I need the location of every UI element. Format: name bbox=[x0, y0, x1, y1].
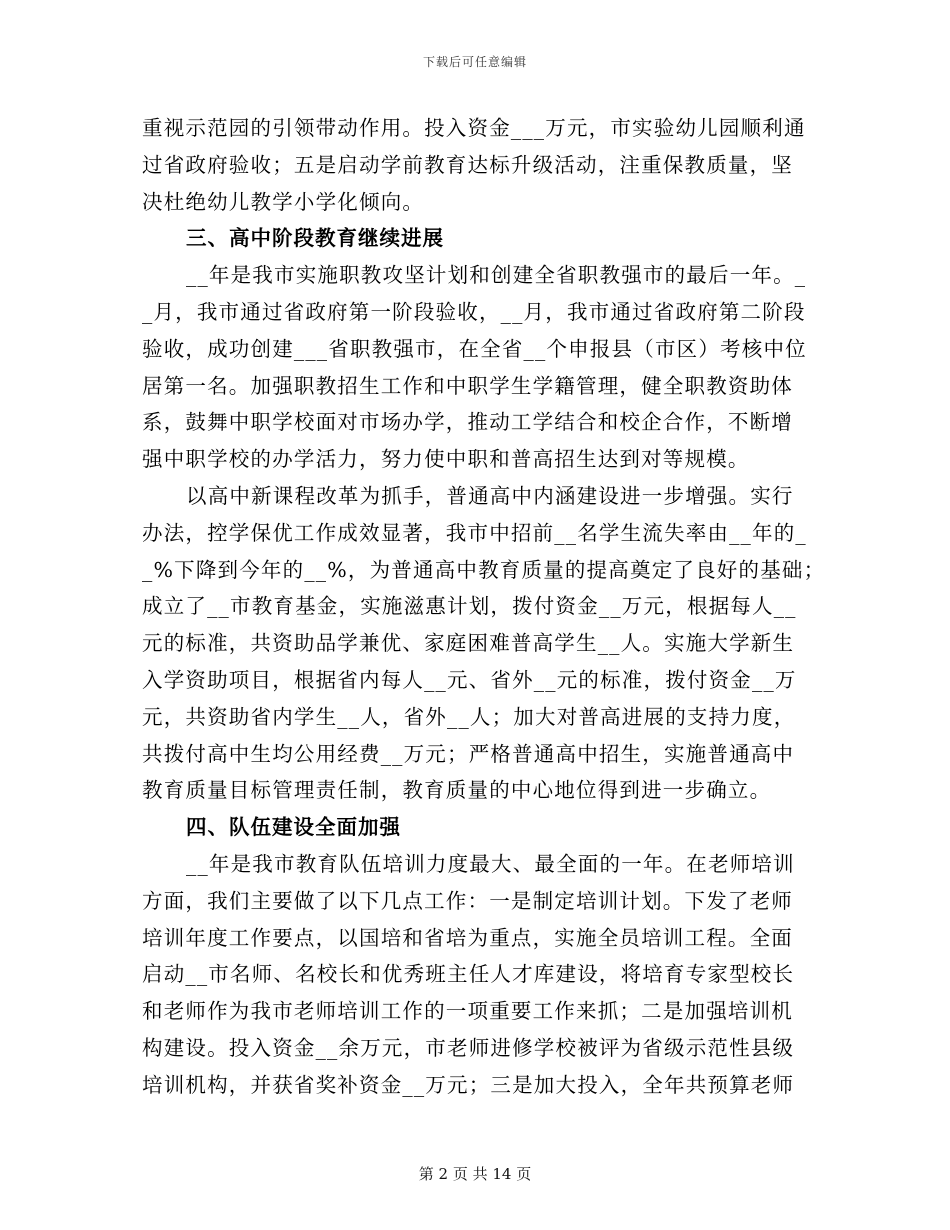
body-line: 决杜绝幼儿教学小学化倾向。 bbox=[142, 189, 425, 214]
document-body bbox=[142, 110, 826, 1104]
body-line: _%下降到今年的__%，为普通高中教育质量的提高奠定了良好的基础； bbox=[142, 557, 826, 582]
body-line: 培训年度工作要点，以国培和省培为重点，实施全员培训工程。全面 bbox=[142, 925, 793, 950]
body-line: 元，共资助省内学生__人，省外__人；加大对普高进展的支持力度， bbox=[142, 704, 796, 729]
body-line: 教育质量目标管理责任制，教育质量的中心地位得到进一步确立。 bbox=[142, 778, 772, 803]
section-heading-3: 三、高中阶段教育继续进展 bbox=[186, 226, 444, 251]
body-line: 办法，控学保优工作成效显著，我市中招前__名学生流失率由__年的_ bbox=[142, 520, 807, 545]
page-header: 下载后可任意编辑 bbox=[422, 55, 527, 69]
body-line: 元的标准，共资助品学兼优、家庭困难普高学生__人。实施大学新生 bbox=[142, 631, 795, 656]
body-line: 共拨付高中生均公用经费__万元；严格普通高中招生，实施普通高中 bbox=[142, 741, 795, 766]
body-line: 启动__市名师、名校长和优秀班主任人才库建设，将培育专家型校长 bbox=[142, 962, 795, 987]
body-line: 居第一名。加强职教招生工作和中职学生学籍管理，健全职教资助体 bbox=[142, 373, 793, 398]
body-line: 系，鼓舞中职学校面对市场办学，推动工学结合和校企合作，不断增 bbox=[142, 410, 793, 435]
body-line: 和老师作为我市老师培训工作的一项重要工作来抓；二是加强培训机 bbox=[142, 999, 793, 1024]
section-heading-4: 四、队伍建设全面加强 bbox=[186, 815, 401, 840]
body-line: 重视示范园的引领带动作用。投入资金___万元，市实验幼儿园顺利通 bbox=[142, 116, 806, 140]
paragraph-first-line: __年是我市教育队伍培训力度最大、最全面的一年。在老师培训 bbox=[186, 851, 795, 876]
body-line: _月，我市通过省政府第一阶段验收，__月，我市通过省政府第二阶段 bbox=[142, 299, 806, 324]
body-line: 方面，我们主要做了以下几点工作：一是制定培训计划。下发了老师 bbox=[142, 888, 793, 913]
body-line: 强中职学校的办学活力，努力使中职和普高招生达到对等规模。 bbox=[142, 447, 750, 472]
body-line: 构建设。投入资金__余万元，市老师进修学校被评为省级示范性县级 bbox=[142, 1035, 795, 1060]
body-line: 培训机构，并获省奖补资金__万元；三是加大投入，全年共预算老师 bbox=[142, 1072, 795, 1097]
body-line: 过省政府验收；五是启动学前教育达标升级活动，注重保教质量，坚 bbox=[142, 152, 793, 177]
body-line: 验收，成功创建___省职教强市，在全省__个申报县（市区）考核中位 bbox=[142, 336, 807, 361]
body-line: 入学资助项目，根据省内每人__元、省外__元的标准，拨付资金__万 bbox=[142, 667, 797, 692]
paragraph-first-line: __年是我市实施职教攻坚计划和创建全省职教强市的最后一年。_ bbox=[186, 263, 807, 288]
body-line: 成立了__市教育基金，实施滋惠计划，拨付资金__万元，根据每人__ bbox=[142, 594, 797, 619]
page-number-footer: 第 2 页 共 14 页 bbox=[418, 1165, 532, 1183]
paragraph-first-line: 以高中新课程改革为抓手，普通高中内涵建设进一步增强。实行 bbox=[186, 483, 794, 508]
